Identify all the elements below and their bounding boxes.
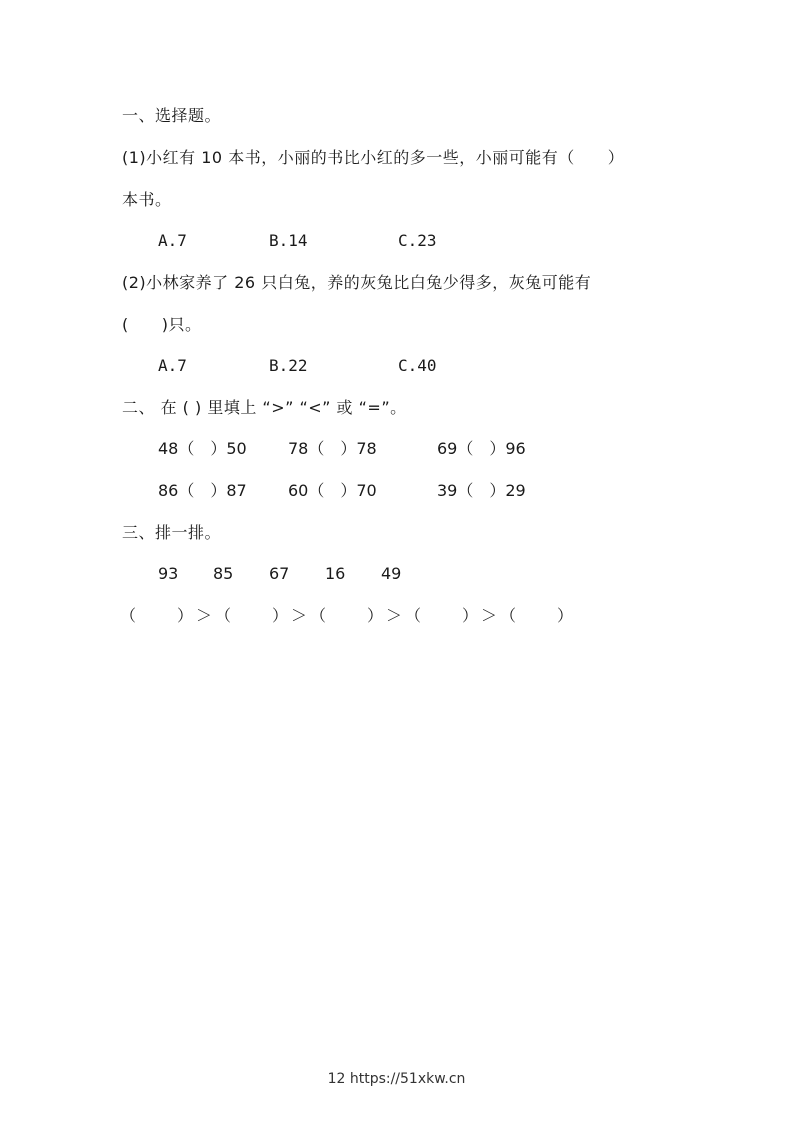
question1-option-b: B.14 [269, 231, 308, 250]
section1-heading: 一、选择题。 [122, 106, 222, 125]
compare-item: 60（ ）70 [288, 481, 377, 500]
compare-item: 39（ ）29 [437, 481, 526, 500]
sort-number: 16 [325, 564, 346, 583]
question2-option-c: C.40 [398, 356, 437, 375]
compare-item: 86（ ）87 [158, 481, 247, 500]
sort-number: 85 [213, 564, 234, 583]
compare-item: 69（ ）96 [437, 439, 526, 458]
question1-line1: (1)小红有 10 本书，小丽的书比小红的多一些，小丽可能有（ ） [122, 148, 625, 167]
question1-option-c: C.23 [398, 231, 437, 250]
sort-number: 93 [158, 564, 179, 583]
section3-heading: 三、排一排。 [122, 523, 222, 542]
sort-answer-line: （ ）＞（ ）＞（ ）＞（ ）＞（ ） [120, 606, 577, 625]
sort-number: 49 [381, 564, 402, 583]
compare-item: 78（ ）78 [288, 439, 377, 458]
compare-item: 48（ ）50 [158, 439, 247, 458]
question1-line2: 本书。 [122, 190, 172, 209]
question2-line2: ( )只。 [122, 315, 202, 334]
question2-option-a: A.7 [158, 356, 187, 375]
question2-option-b: B.22 [269, 356, 308, 375]
sort-number: 67 [269, 564, 290, 583]
page-footer: 12 https://51xkw.cn [327, 1071, 466, 1087]
question2-line1: (2)小林家养了 26 只白兔，养的灰兔比白兔少得多，灰兔可能有 [122, 273, 592, 292]
section2-heading: 二、 在 ( ) 里填上 “>” “<” 或 “=”。 [122, 398, 407, 417]
question1-option-a: A.7 [158, 231, 187, 250]
